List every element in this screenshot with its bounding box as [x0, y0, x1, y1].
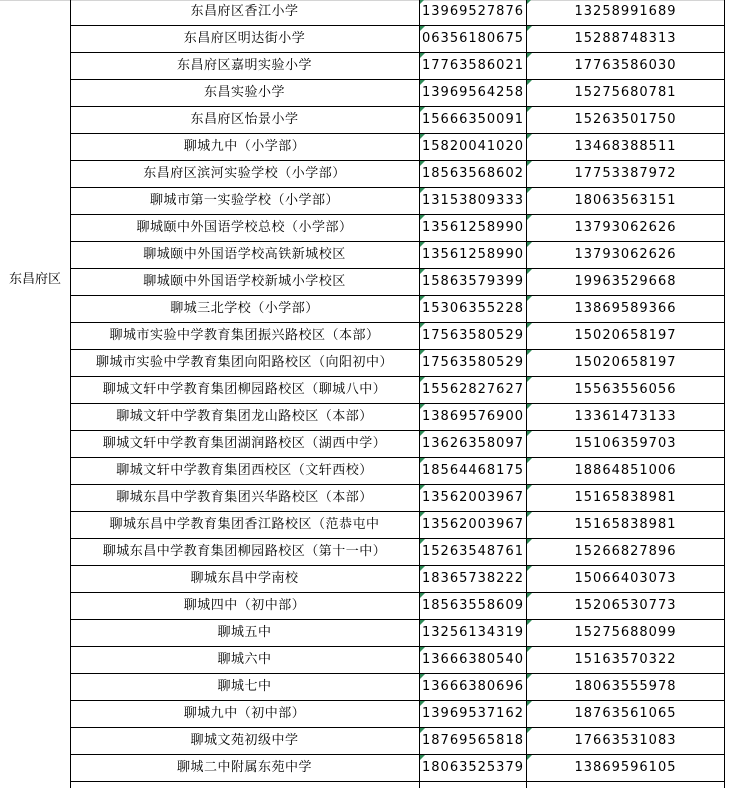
phone-primary-cell[interactable]: 13256134319 [422, 625, 524, 640]
text-format-indicator-icon [420, 458, 425, 463]
text-format-indicator-icon [527, 107, 532, 112]
phone-secondary-cell[interactable]: 13793062626 [574, 247, 677, 262]
text-format-indicator-icon [527, 269, 532, 274]
phone-primary-cell[interactable]: 13562003967 [422, 490, 524, 505]
text-format-indicator-icon [527, 539, 532, 544]
table-row [70, 296, 725, 323]
table-row [70, 485, 725, 512]
school-name-cell[interactable]: 聊城九中（初中部） [183, 706, 306, 721]
text-format-indicator-icon [527, 431, 532, 436]
phone-secondary-cell[interactable]: 15263501750 [574, 112, 677, 127]
phone-secondary-cell[interactable]: 15275688099 [574, 625, 677, 640]
school-name-cell[interactable]: 聊城东昌中学教育集团兴华路校区（本部） [116, 490, 373, 505]
text-format-indicator-icon [527, 377, 532, 382]
table-row [70, 107, 725, 134]
text-format-indicator-icon [420, 107, 425, 112]
phone-primary-cell[interactable]: 15820041020 [422, 139, 524, 154]
phone-primary-cell[interactable]: 13153809333 [422, 193, 524, 208]
school-name-cell[interactable]: 聊城文苑初级中学 [190, 733, 299, 748]
phone-secondary-cell[interactable]: 15163570322 [574, 652, 677, 667]
table-row [70, 26, 725, 53]
text-format-indicator-icon [527, 53, 532, 58]
text-format-indicator-icon [420, 269, 425, 274]
table-row [70, 377, 725, 404]
school-name-cell[interactable]: 聊城五中 [217, 625, 272, 640]
text-format-indicator-icon [527, 323, 532, 328]
table-row [70, 350, 725, 377]
phone-secondary-cell[interactable]: 15563556056 [574, 382, 677, 397]
school-name-cell[interactable]: 聊城市实验中学教育集团振兴路校区（本部） [109, 328, 380, 343]
phone-secondary-cell[interactable]: 13869589366 [574, 301, 677, 316]
text-format-indicator-icon [420, 80, 425, 85]
table-row [70, 647, 725, 674]
phone-secondary-cell[interactable]: 17753387972 [574, 166, 677, 181]
text-format-indicator-icon [420, 215, 425, 220]
phone-primary-cell[interactable]: 18564468175 [422, 463, 524, 478]
text-format-indicator-icon [527, 674, 532, 679]
text-format-indicator-icon [420, 296, 425, 301]
phone-primary-cell[interactable]: 18063525379 [422, 760, 524, 775]
text-format-indicator-icon [420, 701, 425, 706]
school-name-cell[interactable]: 聊城文轩中学教育集团柳园路校区（聊城八中） [102, 382, 387, 397]
table-row [70, 161, 725, 188]
school-name-cell[interactable]: 聊城颐中外国语学校总校（小学部） [136, 220, 353, 235]
phone-primary-cell[interactable]: 13626358097 [422, 436, 524, 451]
phone-secondary-cell[interactable]: 17763586030 [574, 58, 677, 73]
phone-primary-cell[interactable]: 15666350091 [422, 112, 524, 127]
phone-primary-cell[interactable]: 13561258990 [422, 247, 524, 262]
text-format-indicator-icon [420, 674, 425, 679]
text-format-indicator-icon [527, 0, 532, 4]
column-divider [419, 0, 420, 788]
table-row [70, 134, 725, 161]
column-divider [70, 0, 71, 788]
table-row [70, 512, 725, 539]
text-format-indicator-icon [527, 134, 532, 139]
table-row [70, 0, 725, 26]
table-row [70, 404, 725, 431]
school-name-cell[interactable]: 聊城市第一实验学校（小学部） [149, 193, 339, 208]
text-format-indicator-icon [420, 188, 425, 193]
table-row [70, 539, 725, 566]
phone-primary-cell[interactable]: 15863579399 [422, 274, 524, 289]
school-name-cell[interactable]: 聊城九中（小学部） [183, 139, 306, 154]
sheet-margin [725, 0, 734, 788]
table-row [70, 620, 725, 647]
text-format-indicator-icon [527, 512, 532, 517]
table-row [70, 701, 725, 728]
school-name-cell[interactable]: 聊城二中附属东苑中学 [176, 760, 312, 775]
phone-secondary-cell[interactable]: 15020658197 [574, 355, 677, 370]
text-format-indicator-icon [527, 26, 532, 31]
text-format-indicator-icon [527, 296, 532, 301]
text-format-indicator-icon [420, 323, 425, 328]
phone-secondary-cell[interactable]: 15266827896 [574, 544, 677, 559]
table-row [70, 674, 725, 701]
text-format-indicator-icon [420, 134, 425, 139]
phone-primary-cell[interactable]: 15562827627 [422, 382, 524, 397]
phone-primary-cell[interactable]: 13969564258 [422, 85, 524, 100]
text-format-indicator-icon [527, 80, 532, 85]
text-format-indicator-icon [527, 404, 532, 409]
phone-secondary-cell[interactable]: 15165838981 [574, 517, 677, 532]
school-name-cell[interactable]: 东昌府区香江小学 [190, 4, 299, 19]
text-format-indicator-icon [420, 593, 425, 598]
school-name-cell[interactable]: 聊城东昌中学教育集团香江路校区（范恭屯中 [109, 517, 380, 532]
text-format-indicator-icon [420, 53, 425, 58]
text-format-indicator-icon [420, 242, 425, 247]
phone-primary-cell[interactable]: 17763586021 [422, 58, 524, 73]
school-name-cell[interactable]: 聊城七中 [217, 679, 272, 694]
phone-secondary-cell[interactable]: 15275680781 [574, 85, 677, 100]
text-format-indicator-icon [527, 242, 532, 247]
text-format-indicator-icon [527, 215, 532, 220]
table-row [70, 728, 725, 755]
phone-primary-cell[interactable]: 18563558609 [422, 598, 524, 613]
phone-secondary-cell[interactable]: 18864851006 [574, 463, 677, 478]
phone-primary-cell[interactable]: 13561258990 [422, 220, 524, 235]
phone-primary-cell[interactable]: 13666380540 [422, 652, 524, 667]
table-row [70, 566, 725, 593]
text-format-indicator-icon [420, 0, 425, 4]
phone-primary-cell[interactable]: 18769565818 [422, 733, 524, 748]
phone-secondary-cell[interactable]: 15165838981 [574, 490, 677, 505]
text-format-indicator-icon [527, 755, 532, 760]
text-format-indicator-icon [527, 620, 532, 625]
text-format-indicator-icon [527, 485, 532, 490]
text-format-indicator-icon [527, 350, 532, 355]
text-format-indicator-icon [420, 404, 425, 409]
phone-primary-cell[interactable]: 17563580529 [422, 355, 524, 370]
table-row [70, 323, 725, 350]
phone-primary-cell[interactable]: 17563580529 [422, 328, 524, 343]
text-format-indicator-icon [527, 647, 532, 652]
text-format-indicator-icon [420, 620, 425, 625]
phone-secondary-cell[interactable]: 13869596105 [574, 760, 677, 775]
phone-primary-cell[interactable]: 15306355228 [422, 301, 524, 316]
phone-primary-cell[interactable]: 13666380696 [422, 679, 524, 694]
phone-secondary-cell[interactable]: 17663531083 [574, 733, 677, 748]
text-format-indicator-icon [527, 161, 532, 166]
column-divider [526, 0, 527, 788]
text-format-indicator-icon [420, 485, 425, 490]
table-row [70, 755, 725, 782]
text-format-indicator-icon [527, 593, 532, 598]
school-name-cell[interactable]: 聊城三北学校（小学部） [170, 301, 319, 316]
school-name-cell[interactable]: 聊城市实验中学教育集团向阳路校区（向阳初中） [95, 355, 393, 370]
table-row [70, 431, 725, 458]
text-format-indicator-icon [420, 161, 425, 166]
school-name-cell[interactable]: 聊城颐中外国语学校新城小学校区 [143, 274, 346, 289]
school-name-cell[interactable]: 聊城颐中外国语学校高铁新城校区 [143, 247, 346, 262]
phone-secondary-cell[interactable]: 18063563151 [574, 193, 677, 208]
school-name-cell[interactable]: 东昌府区怡景小学 [190, 112, 299, 127]
school-name-cell[interactable]: 东昌府区嘉明实验小学 [176, 58, 312, 73]
school-name-cell[interactable]: 聊城六中 [217, 652, 272, 667]
text-format-indicator-icon [527, 458, 532, 463]
text-format-indicator-icon [527, 188, 532, 193]
school-name-cell[interactable]: 聊城文轩中学教育集团龙山路校区（本部） [116, 409, 373, 424]
phone-secondary-cell[interactable]: 15106359703 [574, 436, 677, 451]
phone-secondary-cell[interactable]: 13361473133 [574, 409, 677, 424]
table-row [70, 593, 725, 620]
phone-secondary-cell[interactable]: 15020658197 [574, 328, 677, 343]
text-format-indicator-icon [527, 566, 532, 571]
table-row [70, 80, 725, 107]
district-cell[interactable]: 东昌府区 [8, 272, 61, 287]
phone-secondary-cell[interactable]: 19963529668 [574, 274, 677, 289]
phone-secondary-cell[interactable]: 13468388511 [574, 139, 677, 154]
phone-primary-cell[interactable]: 13969537162 [422, 706, 524, 721]
phone-primary-cell[interactable]: 13969527876 [422, 4, 524, 19]
school-name-cell[interactable]: 聊城文轩中学教育集团西校区（文轩西校） [116, 463, 373, 478]
phone-primary-cell[interactable]: 18563568602 [422, 166, 524, 181]
phone-primary-cell[interactable]: 15263548761 [422, 544, 524, 559]
phone-secondary-cell[interactable]: 18063555978 [574, 679, 677, 694]
table-row [70, 458, 725, 485]
school-name-cell[interactable]: 东昌府区明达街小学 [183, 31, 306, 46]
phone-primary-cell[interactable]: 13562003967 [422, 517, 524, 532]
phone-secondary-cell[interactable]: 18763561065 [574, 706, 677, 721]
phone-secondary-cell[interactable]: 13258991689 [574, 4, 677, 19]
phone-secondary-cell[interactable]: 15066403073 [574, 571, 677, 586]
phone-primary-cell[interactable]: 18365738222 [422, 571, 524, 586]
text-format-indicator-icon [420, 647, 425, 652]
phone-secondary-cell[interactable]: 15206530773 [574, 598, 677, 613]
phone-primary-cell[interactable]: 13869576900 [422, 409, 524, 424]
table-row [70, 242, 725, 269]
phone-secondary-cell[interactable]: 15288748313 [574, 31, 677, 46]
table-row [70, 188, 725, 215]
table-row [70, 215, 725, 242]
school-name-cell[interactable]: 聊城文轩中学教育集团湖润路校区（湖西中学） [102, 436, 387, 451]
school-name-cell[interactable]: 聊城东昌中学教育集团柳园路校区（第十一中） [102, 544, 387, 559]
text-format-indicator-icon [420, 512, 425, 517]
text-format-indicator-icon [420, 539, 425, 544]
text-format-indicator-icon [420, 728, 425, 733]
school-name-cell[interactable]: 东昌实验小学 [203, 85, 285, 100]
text-format-indicator-icon [420, 26, 425, 31]
school-name-cell[interactable]: 聊城东昌中学南校 [190, 571, 299, 586]
table-row [70, 269, 725, 296]
text-format-indicator-icon [527, 728, 532, 733]
text-format-indicator-icon [420, 566, 425, 571]
table-row [70, 53, 725, 80]
text-format-indicator-icon [420, 350, 425, 355]
text-format-indicator-icon [420, 431, 425, 436]
phone-primary-cell[interactable]: 06356180675 [422, 31, 524, 46]
school-name-cell[interactable]: 聊城四中（初中部） [183, 598, 306, 613]
school-name-cell[interactable]: 东昌府区滨河实验学校（小学部） [143, 166, 346, 181]
text-format-indicator-icon [420, 755, 425, 760]
text-format-indicator-icon [527, 701, 532, 706]
phone-secondary-cell[interactable]: 13793062626 [574, 220, 677, 235]
text-format-indicator-icon [420, 377, 425, 382]
